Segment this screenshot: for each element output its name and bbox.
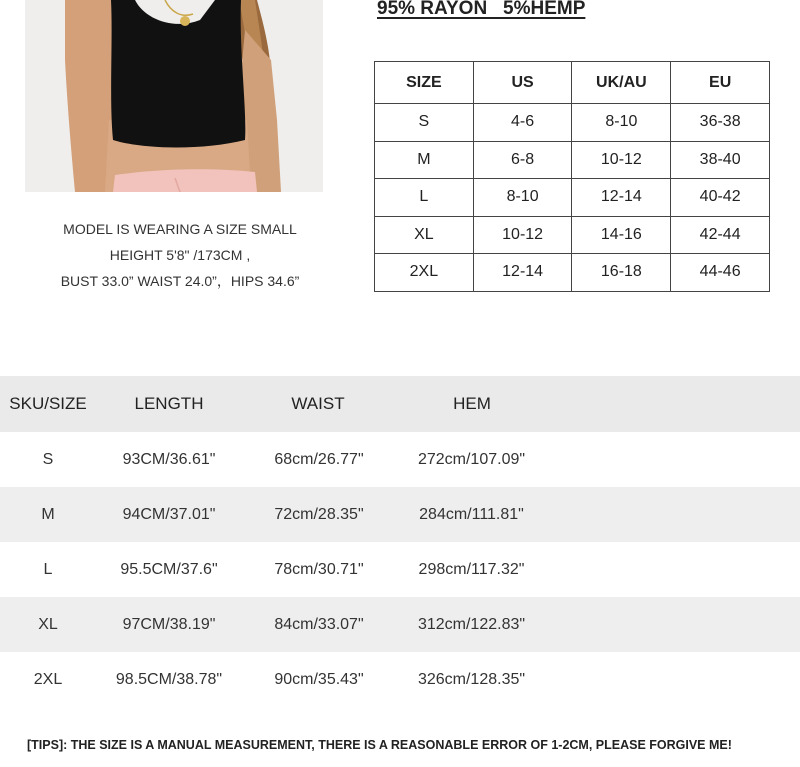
measurement-cell: 68cm/26.77" — [274, 450, 364, 468]
table-cell: 2XL — [375, 254, 474, 292]
header-sku-size: SKU/SIZE — [9, 394, 87, 413]
tips-note: [TIPS]: THE SIZE IS A MANUAL MEASUREMENT, THERE IS A REASONABLE ERROR OF 1-2CM, PLEASE FORGIVE ME! — [27, 738, 732, 752]
table-cell: 4-6 — [473, 104, 572, 142]
header-eu: EU — [671, 62, 770, 104]
table-header-row — [375, 62, 770, 104]
table-cell: 8-10 — [473, 179, 572, 217]
measurement-cell: 72cm/28.35" — [274, 505, 364, 523]
table-cell: 44-46 — [671, 254, 770, 292]
table-row — [375, 216, 770, 254]
measurement-cell: 94CM/37.01" — [122, 505, 216, 523]
measurement-row — [0, 432, 800, 487]
header-size: SIZE — [375, 62, 474, 104]
measurement-cell: 298cm/117.32" — [418, 560, 525, 578]
table-cell: S — [375, 104, 474, 142]
table-cell: 16-18 — [572, 254, 671, 292]
header-length: LENGTH — [134, 394, 204, 413]
material-composition: 95% RAYON 5%HEMP — [377, 0, 586, 19]
table-cell: 12-14 — [572, 179, 671, 217]
table-row — [375, 104, 770, 142]
measurement-cell: 95.5CM/37.6" — [120, 560, 218, 578]
table-cell: 10-12 — [473, 216, 572, 254]
measurement-cell: 2XL — [33, 670, 63, 688]
model-measurements-line: BUST 33.0” WAIST 24.0”，HIPS 34.6” — [60, 273, 300, 289]
measurement-cell: 98.5CM/38.78" — [115, 670, 223, 688]
table-cell: 42-44 — [671, 216, 770, 254]
measurement-cell: XL — [38, 615, 58, 633]
table-cell: 14-16 — [572, 216, 671, 254]
table-row — [375, 141, 770, 179]
measurement-cell: S — [42, 450, 54, 468]
measurement-cell: 312cm/122.83" — [417, 615, 526, 633]
measurement-row — [0, 597, 800, 652]
measurement-cell: 78cm/30.71" — [274, 560, 364, 578]
measurement-row — [0, 652, 800, 707]
model-height-line: HEIGHT 5'8" /173CM , — [109, 247, 251, 263]
table-row — [375, 179, 770, 217]
measurement-cell: 272cm/107.09" — [417, 450, 526, 468]
measurement-cell: 90cm/35.43" — [274, 670, 364, 688]
table-row — [375, 254, 770, 292]
table-cell: 8-10 — [572, 104, 671, 142]
measurement-header-row — [0, 376, 800, 432]
measurement-cell: 284cm/111.81" — [419, 505, 524, 523]
measurement-cell: L — [43, 560, 53, 578]
measurement-cell: 326cm/128.35" — [417, 670, 526, 688]
measurement-cell: 93CM/36.61" — [122, 450, 216, 468]
table-cell: L — [375, 179, 474, 217]
measurement-cell: M — [41, 505, 55, 523]
model-info — [30, 216, 330, 294]
model-photo — [25, 0, 323, 192]
table-cell: 6-8 — [473, 141, 572, 179]
table-cell: 38-40 — [671, 141, 770, 179]
header-hem: HEM — [453, 394, 491, 413]
measurement-cell: 84cm/33.07" — [274, 615, 364, 633]
table-cell: 12-14 — [473, 254, 572, 292]
table-cell: 40-42 — [671, 179, 770, 217]
table-cell: 36-38 — [671, 104, 770, 142]
header-us: US — [473, 62, 572, 104]
header-uk-au: UK/AU — [572, 62, 671, 104]
size-conversion-table — [374, 61, 770, 292]
measurement-row — [0, 487, 800, 542]
measurement-cell: 97CM/38.19" — [122, 615, 216, 633]
header-waist: WAIST — [291, 394, 345, 413]
table-cell: 10-12 — [572, 141, 671, 179]
table-cell: M — [375, 141, 474, 179]
measurement-table — [0, 376, 800, 707]
table-cell: XL — [375, 216, 474, 254]
model-size-line: MODEL IS WEARING A SIZE SMALL — [63, 221, 297, 237]
measurement-row — [0, 542, 800, 597]
